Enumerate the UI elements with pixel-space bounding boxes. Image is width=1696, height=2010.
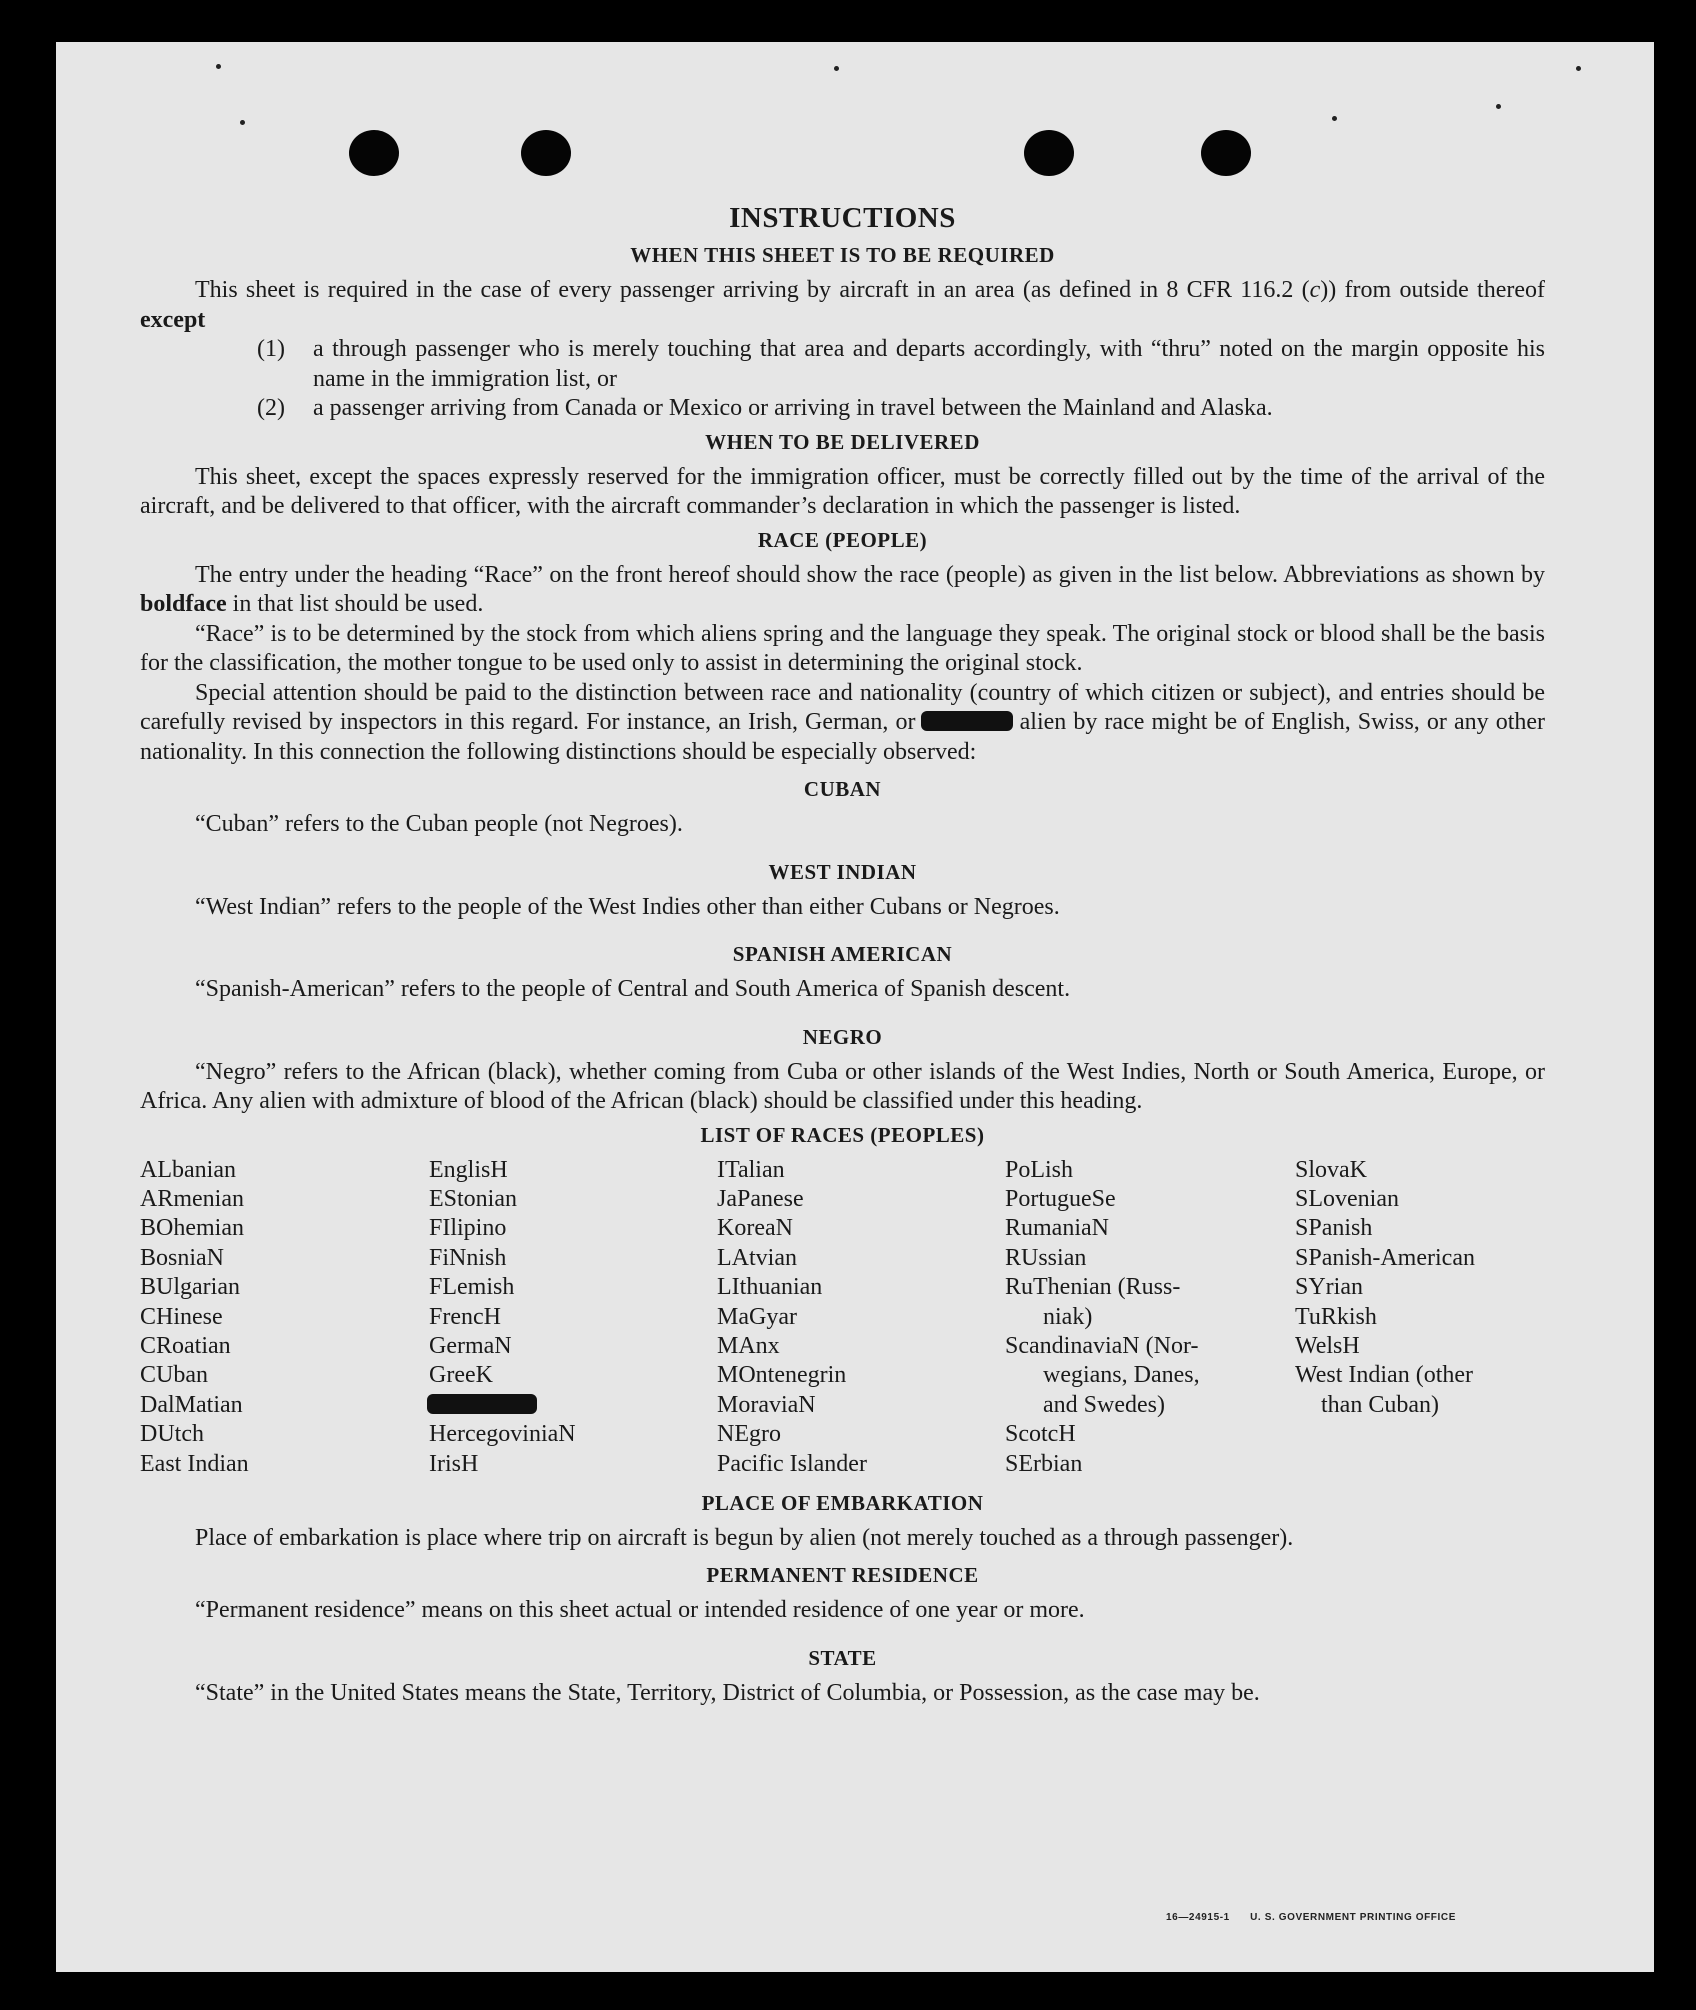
race-entry-redacted	[429, 1391, 717, 1420]
page-title: INSTRUCTIONS	[729, 202, 956, 234]
section-heading: PLACE OF EMBARKATION	[701, 1490, 984, 1515]
race-entry: wegians, Danes,	[1043, 1362, 1200, 1389]
race-entry: MOntenegrin	[717, 1362, 847, 1389]
race-entry: MAnx	[717, 1332, 780, 1359]
race-entry: and Swedes)	[1043, 1391, 1165, 1418]
speck	[1496, 104, 1501, 109]
race-entry: EnglisH	[429, 1156, 508, 1183]
speck	[216, 64, 221, 69]
punch-hole	[1024, 130, 1074, 176]
race-entry: MoraviaN	[717, 1391, 816, 1418]
speck	[1576, 66, 1581, 71]
section-heading: LIST OF RACES (PEOPLES)	[700, 1122, 985, 1147]
race-paragraph: The entry under the heading “Race” on the front hereof should show the race (people) as given in the list below. Abbreviations as shown by boldface in that list should be used.	[140, 561, 1545, 617]
when-required-intro: This sheet is required in the case of every passenger arriving by aircraft in an area (as defined in 8 CFR 116.2 (c)) from outside thereof except	[140, 277, 1546, 333]
race-entry: CUban	[140, 1362, 208, 1389]
race-entry: DalMatian	[140, 1391, 243, 1418]
race-entry: BOhemian	[140, 1215, 244, 1242]
punch-hole	[1201, 130, 1251, 176]
cuban-text: “Cuban” refers to the Cuban people (not Negroes).	[195, 811, 683, 837]
race-paragraph: Special attention should be paid to the distinction between race and nationality (country of which citizen or subject), and entries should be carefully revised by inspectors in this regard. For instance, an Irish, German, or alien by race might be of English, Swiss, or any other nationality. In this connection the following distinctions should be especially observed:	[140, 679, 1546, 765]
race-entry: SLovenian	[1295, 1185, 1399, 1212]
printer-name: U. S. GOVERNMENT PRINTING OFFICE	[1250, 1912, 1456, 1923]
exception-item: (2) a passenger arriving from Canada or Mexico or arriving in travel between the Mainland and Alaska.	[257, 395, 1273, 421]
section-heading: RACE (PEOPLE)	[757, 527, 928, 552]
section-heading: WHEN THIS SHEET IS TO BE REQUIRED	[630, 243, 1055, 267]
race-entry: TuRkish	[1295, 1303, 1377, 1330]
races-column	[429, 1156, 717, 1479]
race-entry: SlovaK	[1295, 1156, 1367, 1183]
race-entry: LAtvian	[717, 1244, 797, 1271]
race-entry: CRoatian	[140, 1332, 231, 1359]
west-indian-text: “West Indian” refers to the people of the West Indies other than either Cubans or Negroes.	[195, 893, 1060, 920]
race-entry: WelsH	[1295, 1332, 1360, 1359]
races-column	[140, 1156, 429, 1479]
race-entry: Pacific Islander	[717, 1450, 867, 1477]
race-entry: SYrian	[1295, 1274, 1363, 1301]
when-delivered-text: This sheet, except the spaces expressly reserved for the immigration officer, must be correctly filled out by the time of the arrival of the aircraft, and be delivered to that officer, with the aircraft commander’s declaration in which the passenger is listed.	[140, 463, 1545, 519]
race-entry: than Cuban)	[1321, 1391, 1439, 1418]
race-entry: DUtch	[140, 1421, 204, 1448]
footer-imprint	[1166, 1912, 1456, 1923]
race-entry: West Indian (other	[1295, 1362, 1474, 1389]
race-entry: IrisH	[429, 1450, 479, 1477]
race-entry: EStonian	[429, 1185, 517, 1212]
place-of-embarkation-text: Place of embarkation is place where trip on aircraft is begun by alien (not merely touched as a through passenger).	[195, 1524, 1294, 1551]
race-entry: KoreaN	[717, 1215, 793, 1242]
race-entry: GreeK	[429, 1362, 493, 1389]
race-entry: RumaniaN	[1005, 1215, 1109, 1242]
race-entry: SPanish-American	[1295, 1244, 1475, 1271]
race-entry: PoLish	[1005, 1156, 1074, 1183]
section-heading: NEGRO	[802, 1024, 883, 1049]
race-entry: ScotcH	[1005, 1421, 1076, 1448]
speck	[240, 120, 245, 125]
races-column	[1295, 1156, 1545, 1479]
race-entry: GermaN	[429, 1332, 512, 1359]
race-entry: PortugueSe	[1005, 1185, 1116, 1212]
race-paragraph: “Race” is to be determined by the stock from which aliens spring and the language they speak. The original stock or blood shall be the basis for the classification, the mother tongue to be used only to assist in determining the original stock.	[140, 620, 1545, 676]
race-entry: HercegoviniaN	[429, 1421, 576, 1448]
section-heading: PERMANENT RESIDENCE	[706, 1563, 979, 1588]
section-heading: WEST INDIAN	[768, 859, 917, 884]
document-body	[140, 202, 1545, 1708]
races-column	[1005, 1156, 1295, 1479]
negro-text: “Negro” refers to the African (black), whether coming from Cuba or other islands of the West Indies, North or South America, Europe, or Africa. Any alien with admixture of blood of the African (black) should be classified under this heading.	[140, 1058, 1545, 1114]
race-entry: niak)	[1043, 1303, 1093, 1330]
races-column	[717, 1156, 1005, 1479]
spanish-american-text: “Spanish-American” refers to the people of Central and South America of Spanish descent.	[195, 976, 1071, 1002]
exception-item: (1) a through passenger who is merely touching that area and departs accordingly, with “thru” noted on the margin opposite his name in the immigration list, or	[257, 336, 1545, 392]
race-entry: FiNnish	[429, 1244, 507, 1271]
race-entry: MaGyar	[717, 1303, 797, 1330]
race-entry: ITalian	[717, 1156, 785, 1183]
section-heading: STATE	[808, 1645, 877, 1670]
section-heading: CUBAN	[803, 777, 882, 801]
race-entry: RUssian	[1005, 1244, 1087, 1271]
race-entry: CHinese	[140, 1303, 223, 1330]
redaction-mark	[921, 711, 1013, 731]
speck	[1332, 116, 1337, 121]
section-heading: WHEN TO BE DELIVERED	[705, 429, 980, 454]
permanent-residence-text: “Permanent residence” means on this sheet actual or intended residence of one year or more.	[195, 1597, 1085, 1624]
race-entry: ALbanian	[140, 1156, 236, 1183]
race-entry: JaPanese	[717, 1185, 804, 1212]
punch-hole	[349, 130, 399, 176]
races-list	[140, 1156, 1545, 1479]
race-entry: ARmenian	[140, 1185, 244, 1212]
race-entry: BosniaN	[140, 1244, 224, 1271]
race-entry: East Indian	[140, 1450, 249, 1477]
state-text: “State” in the United States means the State, Territory, District of Columbia, or Possession, as the case may be.	[195, 1679, 1260, 1706]
document-page	[56, 42, 1654, 1972]
race-entry: SPanish	[1295, 1215, 1373, 1242]
race-entry: BUlgarian	[140, 1274, 240, 1301]
race-entry: SErbian	[1005, 1450, 1083, 1477]
section-heading: SPANISH AMERICAN	[732, 942, 953, 966]
form-number: 16—24915-1	[1166, 1912, 1230, 1923]
speck	[834, 66, 839, 71]
race-entry: LIthuanian	[717, 1274, 823, 1301]
race-entry: FLemish	[429, 1274, 515, 1301]
race-entry: NEgro	[717, 1421, 781, 1448]
race-entry: FIlipino	[429, 1215, 507, 1242]
race-entry: ScandinaviaN (Nor-	[1005, 1332, 1199, 1359]
punch-hole	[521, 130, 571, 176]
race-entry: RuThenian (Russ-	[1005, 1274, 1181, 1301]
race-entry: FrencH	[429, 1303, 501, 1330]
